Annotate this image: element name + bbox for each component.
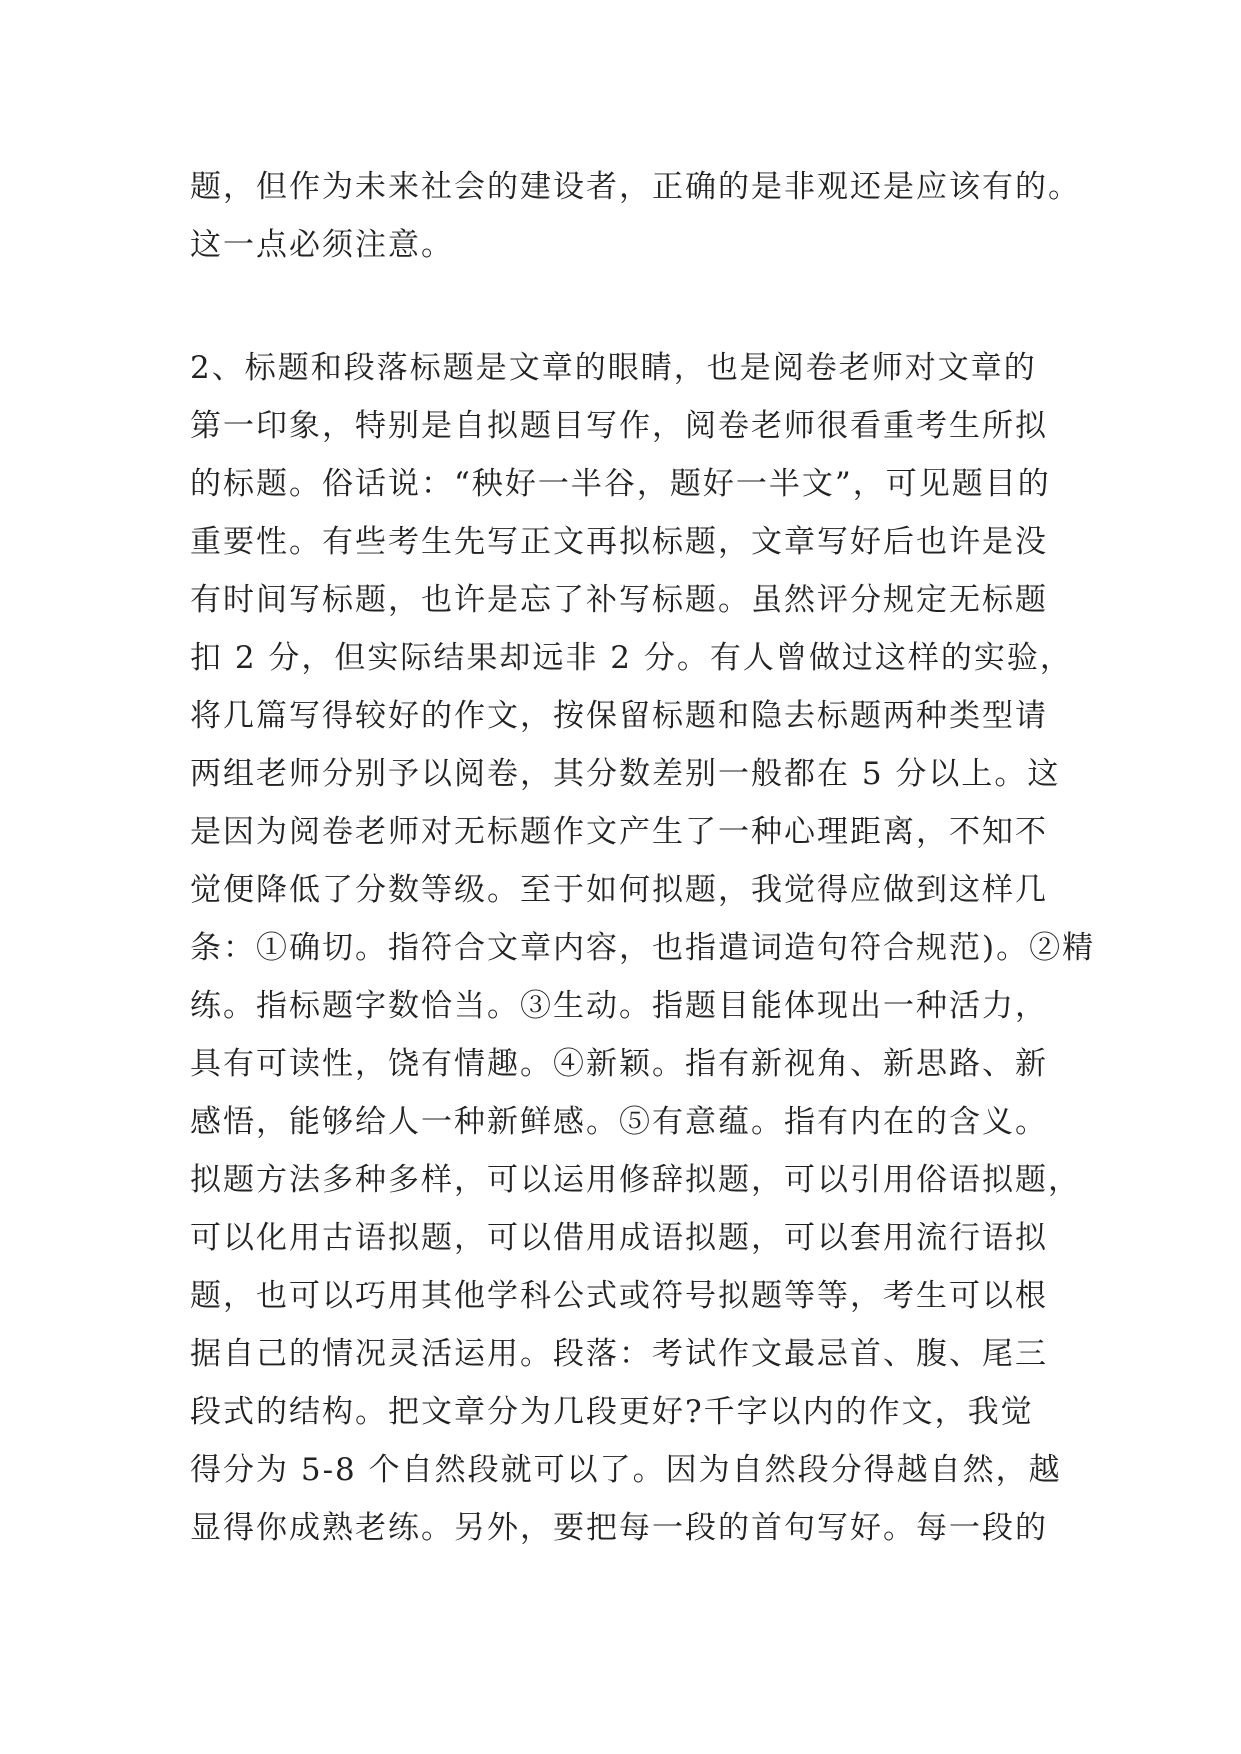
- text-line: 可以化用古语拟题，可以借用成语拟题，可以套用流行语拟: [190, 1220, 1048, 1256]
- text-line: 得分为 5-8 个自然段就可以了。因为自然段分得越自然，越: [190, 1452, 1062, 1488]
- text-line: 条：①确切。指符合文章内容，也指遣词造句符合规范)。②精: [190, 930, 1096, 966]
- text-line: 练。指标题字数恰当。③生动。指题目能体现出一种活力，: [190, 988, 1048, 1024]
- text-line: 拟题方法多种多样，可以运用修辞拟题，可以引用俗语拟题，: [190, 1162, 1081, 1198]
- paragraph-title-advice: [190, 339, 1096, 1557]
- text-line: 这一点必须注意。: [190, 227, 454, 263]
- text-line: 是因为阅卷老师对无标题作文产生了一种心理距离，不知不: [190, 814, 1048, 850]
- text-line: 2、标题和段落标题是文章的眼睛，也是阅卷老师对文章的: [190, 350, 1037, 386]
- text-line: 有时间写标题，也许是忘了补写标题。虽然评分规定无标题: [190, 582, 1048, 618]
- text-line: 据自己的情况灵活运用。段落：考试作文最忌首、腹、尾三: [190, 1336, 1048, 1372]
- text-line: 重要性。有些考生先写正文再拟标题，文章写好后也许是没: [190, 524, 1048, 560]
- paragraph-continuation: [190, 158, 1081, 274]
- text-line: 第一印象，特别是自拟题目写作，阅卷老师很看重考生所拟: [190, 408, 1048, 444]
- text-line: 具有可读性，饶有情趣。④新颖。指有新视角、新思路、新: [190, 1046, 1048, 1082]
- text-line: 觉便降低了分数等级。至于如何拟题，我觉得应做到这样几: [190, 872, 1048, 908]
- text-line: 题，也可以巧用其他学科公式或符号拟题等等，考生可以根: [190, 1278, 1048, 1314]
- text-line: 的标题。俗话说：“秧好一半谷，题好一半文”，可见题目的: [190, 466, 1051, 502]
- text-line: 将几篇写得较好的作文，按保留标题和隐去标题两种类型请: [190, 698, 1048, 734]
- text-line: 感悟，能够给人一种新鲜感。⑤有意蕴。指有内在的含义。: [190, 1104, 1048, 1140]
- text-line: 题，但作为未来社会的建设者，正确的是非观还是应该有的。: [190, 169, 1081, 205]
- text-line: 段式的结构。把文章分为几段更好?千字以内的作文，我觉: [190, 1394, 1034, 1430]
- text-line: 显得你成熟老练。另外，要把每一段的首句写好。每一段的: [190, 1510, 1048, 1546]
- text-line: 扣 2 分，但实际结果却远非 2 分。有人曾做过这样的实验，: [190, 640, 1073, 676]
- text-line: 两组老师分别予以阅卷，其分数差别一般都在 5 分以上。这: [190, 756, 1061, 792]
